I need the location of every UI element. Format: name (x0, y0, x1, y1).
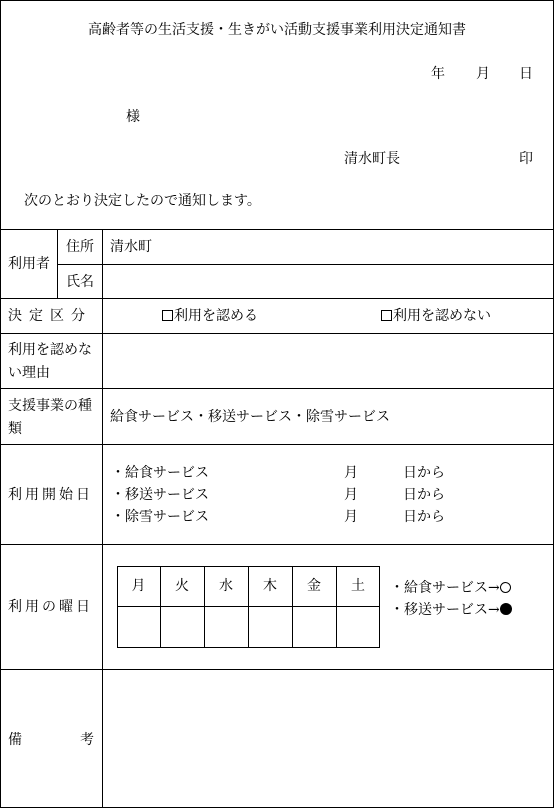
weekday-header: 金 (307, 578, 321, 594)
start-row-day: 日から (403, 465, 445, 481)
user-label: 利用者 (8, 256, 50, 272)
filled-circle-icon (500, 603, 512, 615)
service-type-label-line1: 支援事業の種 (8, 398, 92, 414)
start-date-label: 利用開始日 (8, 487, 93, 503)
weekday-header: 火 (175, 578, 189, 594)
weekday-label: 利用の曜日 (8, 599, 93, 615)
start-row-day: 日から (403, 487, 445, 503)
issuer-seal: 印 (519, 151, 533, 167)
start-row-service: ・給食サービス (111, 465, 209, 481)
deny-option-label: 利用を認めない (393, 308, 491, 324)
approve-option[interactable] (162, 309, 258, 323)
decision-label: 決定区分 (8, 308, 92, 324)
deny-reason-label-line2: い理由 (8, 365, 50, 381)
start-row-service: ・除雪サービス (111, 509, 209, 525)
name-label: 氏名 (66, 274, 94, 290)
start-row-month: 月 (344, 509, 358, 525)
remarks-label-char2: 考 (80, 732, 94, 748)
open-circle-icon (500, 582, 511, 593)
weekday-header: 木 (263, 578, 277, 594)
deny-option[interactable] (381, 309, 491, 323)
date-day-label: 日 (519, 66, 533, 82)
approve-checkbox[interactable] (162, 310, 173, 321)
date-year-label: 年 (431, 66, 445, 82)
issuer-name: 清水町長 (344, 151, 400, 167)
start-row-month: 月 (344, 487, 358, 503)
service-type-label-line2: 類 (8, 421, 22, 437)
weekday-header: 月 (131, 578, 146, 594)
legend-transport-service (390, 603, 512, 617)
intro-text: 次のとおり決定したので通知します。 (24, 193, 261, 209)
legend-meal-text: ・給食サービス→ (390, 580, 500, 596)
legend-transport-text: ・移送サービス→ (390, 602, 500, 618)
start-row-day: 日から (403, 509, 445, 525)
weekday-header: 土 (351, 578, 365, 594)
deny-checkbox[interactable] (381, 310, 392, 321)
deny-reason-label-line1: 利用を認めな (8, 342, 92, 358)
start-row-service: ・移送サービス (111, 487, 209, 503)
address-value: 清水町 (110, 239, 152, 255)
addressee-honorific: 様 (126, 109, 140, 125)
date-month-label: 月 (476, 66, 490, 82)
legend-meal-service (390, 581, 511, 595)
remarks-label-char1: 備 (8, 732, 22, 748)
approve-option-label: 利用を認める (174, 308, 258, 324)
weekday-header: 水 (219, 578, 233, 594)
address-label: 住所 (66, 239, 94, 255)
service-type-value: 給食サービス・移送サービス・除雪サービス (110, 409, 390, 425)
document-title: 高齢者等の生活支援・生きがい活動支援事業利用決定通知書 (88, 22, 466, 38)
start-row-month: 月 (344, 465, 358, 481)
